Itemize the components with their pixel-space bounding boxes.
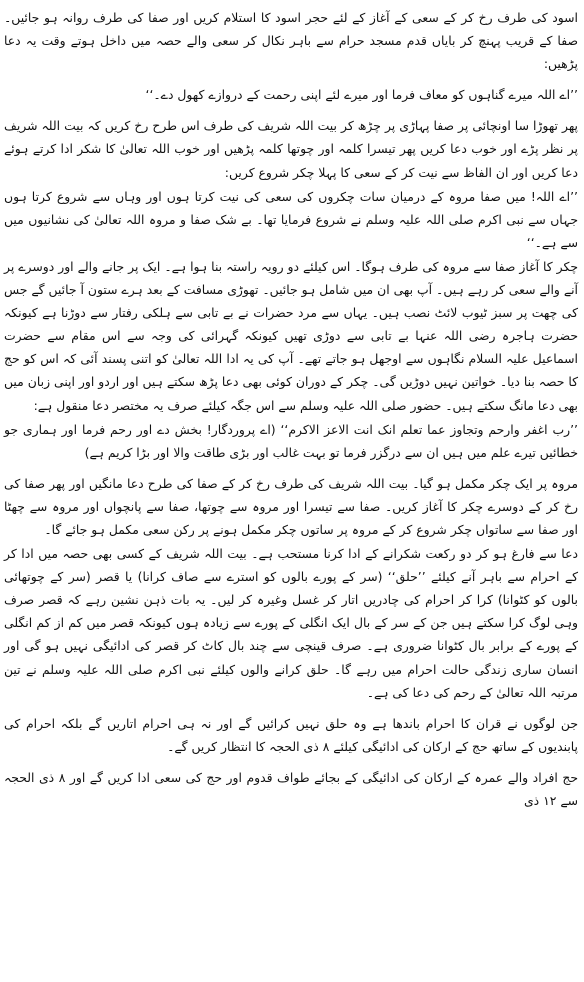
paragraph-safa-ascent: پھر تھوڑا سا اونچائی پر صفا پہاڑی پر چڑھ کر بیت اللہ شریف کی طرف اس طرح رخ کریں کہ بیت اللہ شریف پر نظر پڑے اور خوب دعا کریں پھر تیسرا کلمہ اور چوتھا کلمہ پڑھیں اور خوب اللہ تعالیٰ کا شکر ادا کرتے ہوئے دعا کریں اور ان الفاظ سے نیت کر کے سعی کا پہلا چکر شروع کریں: xyxy=(4,118,578,180)
dua-rabbighfir: ’’رب اغفر وارحم وتجاوز عما تعلم انک انت الاعز الاکرم‘‘ (اے پروردگار! بخش دے اور رحم فرما اور ہماری جو خطائیں تیرے علم میں ہیں ان سے درگزر فرما تو بہت غالب اور بڑی طاقت والا اور بڑا کریم ہے) xyxy=(4,421,578,460)
paragraph-sai-rounds: چکر کا آغاز صفا سے مروہ کی طرف ہوگا۔ اس کیلئے دو رویہ راستہ بنا ہوا ہے۔ ایک پر جانے والے اور دوسرے پر آنے والے سعی کر رہے ہیں۔ آپ بھی ان میں شامل ہو جائیں۔ تھوڑی مسافت کے بعد ہرے ستون آ جائیں گے جس کی چھت پر سبز ٹیوب لائٹ نصب ہیں۔ یہاں سے مرد حضرات نے بے تابی سے ہلکی رفتار سے دوڑنا ہے کیونکہ حضرت ہاجرہ رضی اللہ عنہا بے تابی سے دوڑی تھیں کیونکہ گہرائی کی وجہ سے اس مقام سے حضرت اسماعیل علیہ السلام نگاہوں سے اوجھل ہو جاتے تھے۔ آپ کی یہ ادا اللہ تعالیٰ کو اتنی پسند آئی کہ اس کو حج کا حصہ بنا دیا۔ خواتین نہیں دوڑیں گی۔ چکر کے دوران کوئی بھی دعا پڑھ سکتے ہیں اور اردو اور اپنی زبان میں بھی دعا مانگ سکتے ہیں۔ حضور صلی اللہ علیہ وسلم سے اس جگہ کیلئے صرف یہ مختصر دعا منقول ہے: xyxy=(4,258,578,413)
paragraph-halq-qasr: دعا سے فارغ ہو کر دو رکعت شکرانے کے ادا کرنا مستحب ہے۔ بیت اللہ شریف کے کسی بھی حصہ میں ادا کر کے احرام سے باہر آنے کیلئے ’’حلق‘‘ (سر کے پورے بالوں کو استرے سے صاف کرانا) یا قصر (سر کے چوتھائی بالوں کو کٹوانا) کرا کر احرام کی چادریں اتار کر غسل وغیرہ کر لیں۔ یہ بات ذہن نشین رہے کہ قصر صرف وہی لوگ کرا سکتے ہیں جن کے سر کے بال ایک انگلی کے پورے سے زیادہ ہوں کیونکہ قصر میں کم از کم انگلی کے پورے کے برابر بال کٹوانا ضروری ہے۔ صرف قینچی سے چند بال کاٹ کر قصر کی ادائیگی نہیں ہو گی اور انسان ساری زندگی حالت احرام میں رہے گا۔ حلق کرانے والوں کیلئے نبی اکرم صلی اللہ علیہ وسلم نے تین مرتبہ اللہ تعالیٰ کے رحم کی دعا کی ہے۔ xyxy=(4,546,578,700)
dua-entering-sai-area: ’’اے اللہ میرے گناہوں کو معاف فرما اور میرے لئے اپنی رحمت کے دروازے کھول دے۔‘‘ xyxy=(145,87,578,103)
paragraph-sai-start: اسود کی طرف رخ کر کے سعی کے آغاز کے لئے حجر اسود کا استلام کریں اور صفا کی طرف روانہ ہو جائیں۔ صفا کے قریب پہنچ کر بایاں قدم مسجد حرام سے باہر نکال کر سعی والے حصہ میں داخل ہوتے وقت یہ دعا پڑھیں: xyxy=(4,10,578,72)
dua-sai-intention: ’’اے اللہ! میں صفا مروہ کے درمیان سات چکروں کی سعی کی نیت کرتا ہوں اور وہاں سے شروع کرتا ہوں جہاں سے نبی اکرم صلی اللہ علیہ وسلم نے شروع فرمایا تھا۔ بے شک صفا و مروہ اللہ تعالیٰ کی نشانیوں میں سے ہے۔‘‘ xyxy=(4,188,578,250)
paragraph-qiran-pilgrims: جن لوگوں نے قران کا احرام باندھا ہے وہ حلق نہیں کرائیں گے اور نہ ہی احرام اتاریں گے بلکہ احرام کی پابندیوں کے ساتھ حج کے ارکان کی ادائیگی کیلئے ۸ ذی الحجہ کا انتظار کریں گے۔ xyxy=(4,715,578,754)
paragraph-seven-rounds: مروہ پر ایک چکر مکمل ہو گیا۔ بیت اللہ شریف کی طرف رخ کر کے صفا کی طرح دعا مانگیں اور پھر صفا کی رخ کر کے دوسرے چکر کا آغاز کریں۔ صفا سے تیسرا اور مروہ سے چوتھا، صفا سے پانچواں اور مروہ سے چھٹا اور صفا سے ساتواں چکر شروع کر کے مروہ پر ساتوں چکر مکمل ہونے پر رکن سعی مکمل ہو جائے گا۔ xyxy=(4,475,578,537)
paragraph-ifrad-pilgrims: حج افراد والے عمرہ کے ارکان کی ادائیگی کے بجائے طواف قدوم اور حج کی سعی ادا کریں گے اور ۸ ذی الحجہ سے ۱۲ ذی xyxy=(4,769,578,808)
